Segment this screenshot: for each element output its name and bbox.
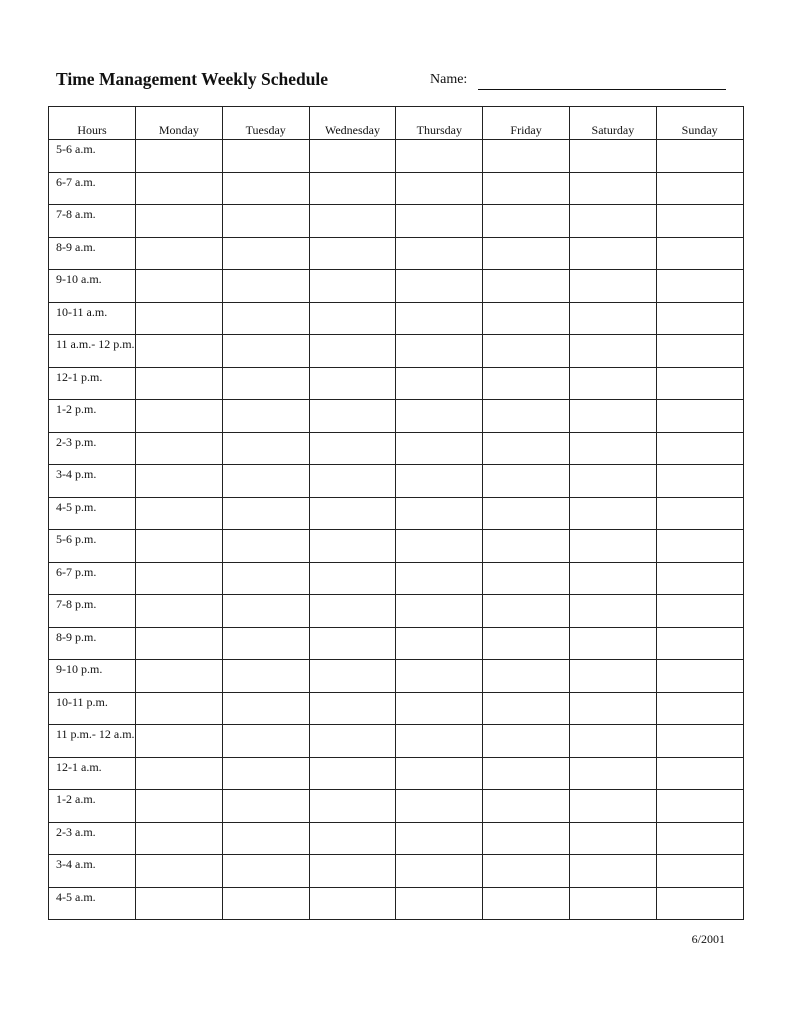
- schedule-cell-sunday[interactable]: [656, 367, 743, 400]
- schedule-cell-monday[interactable]: [136, 855, 223, 888]
- schedule-cell-saturday[interactable]: [569, 367, 656, 400]
- schedule-cell-sunday[interactable]: [656, 757, 743, 790]
- schedule-cell-friday[interactable]: [483, 335, 570, 368]
- schedule-cell-tuesday[interactable]: [222, 302, 309, 335]
- table-row: [49, 400, 744, 433]
- schedule-cell-thursday[interactable]: [396, 822, 483, 855]
- schedule-cell-sunday[interactable]: [656, 237, 743, 270]
- schedule-cell-wednesday[interactable]: [309, 302, 396, 335]
- hour-label: 8-9 p.m.: [49, 627, 136, 660]
- footer-date: 6/2001: [691, 932, 725, 946]
- schedule-cell-saturday[interactable]: [569, 692, 656, 725]
- schedule-cell-wednesday[interactable]: [309, 270, 396, 303]
- hour-label: 3-4 p.m.: [49, 465, 136, 498]
- schedule-cell-wednesday[interactable]: [309, 367, 396, 400]
- schedule-cell-thursday[interactable]: [396, 530, 483, 563]
- schedule-cell-friday[interactable]: [483, 205, 570, 238]
- schedule-cell-sunday[interactable]: [656, 855, 743, 888]
- table-row: [49, 660, 744, 693]
- schedule-cell-thursday[interactable]: [396, 367, 483, 400]
- hour-label: 6-7 p.m.: [49, 562, 136, 595]
- schedule-cell-saturday[interactable]: [569, 562, 656, 595]
- schedule-cell-friday[interactable]: [483, 270, 570, 303]
- table-row: [49, 432, 744, 465]
- hour-label: 11 a.m.- 12 p.m.: [49, 335, 136, 368]
- schedule-cell-saturday[interactable]: [569, 140, 656, 173]
- schedule-cell-wednesday[interactable]: [309, 855, 396, 888]
- schedule-cell-sunday[interactable]: [656, 270, 743, 303]
- schedule-cell-thursday[interactable]: [396, 627, 483, 660]
- schedule-cell-monday[interactable]: [136, 530, 223, 563]
- header-monday: Monday: [136, 107, 223, 140]
- hour-label: 6-7 a.m.: [49, 172, 136, 205]
- schedule-cell-friday[interactable]: [483, 595, 570, 628]
- table-row: [49, 367, 744, 400]
- schedule-cell-wednesday[interactable]: [309, 335, 396, 368]
- document-title: Time Management Weekly Schedule: [56, 69, 329, 89]
- schedule-cell-thursday[interactable]: [396, 270, 483, 303]
- schedule-cell-wednesday[interactable]: [309, 497, 396, 530]
- schedule-cell-sunday[interactable]: [656, 627, 743, 660]
- hour-label: 11 p.m.- 12 a.m.: [49, 725, 136, 758]
- schedule-cell-saturday[interactable]: [569, 530, 656, 563]
- schedule-cell-wednesday[interactable]: [309, 887, 396, 920]
- schedule-cell-thursday[interactable]: [396, 237, 483, 270]
- schedule-cell-wednesday[interactable]: [309, 432, 396, 465]
- table-row: [49, 887, 744, 920]
- schedule-cell-monday[interactable]: [136, 335, 223, 368]
- schedule-cell-thursday[interactable]: [396, 465, 483, 498]
- schedule-cell-tuesday[interactable]: [222, 562, 309, 595]
- table-row: [49, 627, 744, 660]
- schedule-cell-tuesday[interactable]: [222, 465, 309, 498]
- schedule-cell-saturday[interactable]: [569, 335, 656, 368]
- schedule-cell-tuesday[interactable]: [222, 887, 309, 920]
- schedule-cell-monday[interactable]: [136, 627, 223, 660]
- schedule-cell-friday[interactable]: [483, 140, 570, 173]
- table-row: [49, 172, 744, 205]
- hour-label: 5-6 p.m.: [49, 530, 136, 563]
- hour-label: 9-10 a.m.: [49, 270, 136, 303]
- schedule-cell-tuesday[interactable]: [222, 270, 309, 303]
- header-row: [49, 107, 744, 140]
- name-label: Name:: [430, 72, 468, 87]
- schedule-cell-sunday[interactable]: [656, 887, 743, 920]
- schedule-cell-sunday[interactable]: [656, 302, 743, 335]
- schedule-cell-wednesday[interactable]: [309, 205, 396, 238]
- schedule-cell-thursday[interactable]: [396, 725, 483, 758]
- schedule-cell-sunday[interactable]: [656, 595, 743, 628]
- schedule-cell-tuesday[interactable]: [222, 335, 309, 368]
- schedule-cell-sunday[interactable]: [656, 205, 743, 238]
- schedule-cell-thursday[interactable]: [396, 887, 483, 920]
- table-row: [49, 497, 744, 530]
- schedule-cell-thursday[interactable]: [396, 562, 483, 595]
- schedule-cell-wednesday[interactable]: [309, 562, 396, 595]
- hour-label: 10-11 a.m.: [49, 302, 136, 335]
- hour-label: 4-5 p.m.: [49, 497, 136, 530]
- schedule-cell-monday[interactable]: [136, 497, 223, 530]
- schedule-cell-wednesday[interactable]: [309, 725, 396, 758]
- schedule-cell-saturday[interactable]: [569, 465, 656, 498]
- table-row: [49, 140, 744, 173]
- schedule-cell-sunday[interactable]: [656, 822, 743, 855]
- schedule-cell-tuesday[interactable]: [222, 140, 309, 173]
- schedule-cell-tuesday[interactable]: [222, 725, 309, 758]
- schedule-cell-friday[interactable]: [483, 237, 570, 270]
- table-row: [49, 530, 744, 563]
- schedule-cell-monday[interactable]: [136, 822, 223, 855]
- schedule-cell-saturday[interactable]: [569, 790, 656, 823]
- schedule-cell-monday[interactable]: [136, 660, 223, 693]
- schedule-cell-saturday[interactable]: [569, 237, 656, 270]
- schedule-cell-monday[interactable]: [136, 172, 223, 205]
- hour-label: 9-10 p.m.: [49, 660, 136, 693]
- hour-label: 5-6 a.m.: [49, 140, 136, 173]
- table-row: [49, 302, 744, 335]
- schedule-cell-monday[interactable]: [136, 205, 223, 238]
- schedule-cell-thursday[interactable]: [396, 595, 483, 628]
- schedule-cell-tuesday[interactable]: [222, 367, 309, 400]
- hour-label: 3-4 a.m.: [49, 855, 136, 888]
- schedule-cell-monday[interactable]: [136, 790, 223, 823]
- schedule-cell-wednesday[interactable]: [309, 822, 396, 855]
- schedule-cell-wednesday[interactable]: [309, 172, 396, 205]
- schedule-cell-sunday[interactable]: [656, 140, 743, 173]
- schedule-cell-wednesday[interactable]: [309, 627, 396, 660]
- hour-label: 10-11 p.m.: [49, 692, 136, 725]
- hour-label: 7-8 a.m.: [49, 205, 136, 238]
- schedule-cell-saturday[interactable]: [569, 660, 656, 693]
- schedule-cell-sunday[interactable]: [656, 400, 743, 433]
- header-saturday: Saturday: [569, 107, 656, 140]
- weekly-schedule-table: [48, 106, 744, 920]
- schedule-cell-friday[interactable]: [483, 400, 570, 433]
- schedule-cell-tuesday[interactable]: [222, 627, 309, 660]
- table-row: [49, 855, 744, 888]
- schedule-cell-saturday[interactable]: [569, 887, 656, 920]
- schedule-cell-thursday[interactable]: [396, 140, 483, 173]
- schedule-cell-friday[interactable]: [483, 887, 570, 920]
- schedule-cell-monday[interactable]: [136, 725, 223, 758]
- table-row: [49, 465, 744, 498]
- schedule-cell-thursday[interactable]: [396, 172, 483, 205]
- schedule-cell-sunday[interactable]: [656, 465, 743, 498]
- schedule-cell-sunday[interactable]: [656, 530, 743, 563]
- table-row: [49, 725, 744, 758]
- schedule-cell-saturday[interactable]: [569, 595, 656, 628]
- schedule-cell-monday[interactable]: [136, 270, 223, 303]
- schedule-cell-wednesday[interactable]: [309, 530, 396, 563]
- schedule-cell-friday[interactable]: [483, 367, 570, 400]
- schedule-cell-tuesday[interactable]: [222, 237, 309, 270]
- schedule-cell-sunday[interactable]: [656, 432, 743, 465]
- schedule-cell-saturday[interactable]: [569, 725, 656, 758]
- schedule-cell-wednesday[interactable]: [309, 400, 396, 433]
- schedule-cell-sunday[interactable]: [656, 692, 743, 725]
- header-sunday: Sunday: [656, 107, 743, 140]
- header-hours: Hours: [49, 107, 136, 140]
- schedule-cell-friday[interactable]: [483, 465, 570, 498]
- schedule-cell-wednesday[interactable]: [309, 140, 396, 173]
- table-row: [49, 790, 744, 823]
- schedule-cell-monday[interactable]: [136, 692, 223, 725]
- schedule-cell-tuesday[interactable]: [222, 400, 309, 433]
- schedule-cell-friday[interactable]: [483, 692, 570, 725]
- schedule-cell-thursday[interactable]: [396, 855, 483, 888]
- schedule-cell-sunday[interactable]: [656, 790, 743, 823]
- schedule-cell-thursday[interactable]: [396, 757, 483, 790]
- hour-label: 2-3 p.m.: [49, 432, 136, 465]
- table-row: [49, 822, 744, 855]
- schedule-cell-wednesday[interactable]: [309, 790, 396, 823]
- header-wednesday: Wednesday: [309, 107, 396, 140]
- table-row: [49, 757, 744, 790]
- schedule-cell-friday[interactable]: [483, 497, 570, 530]
- schedule-cell-monday[interactable]: [136, 595, 223, 628]
- schedule-cell-tuesday[interactable]: [222, 530, 309, 563]
- schedule-cell-sunday[interactable]: [656, 172, 743, 205]
- hour-label: 7-8 p.m.: [49, 595, 136, 628]
- name-field-line[interactable]: [478, 89, 726, 90]
- schedule-cell-tuesday[interactable]: [222, 822, 309, 855]
- schedule-cell-friday[interactable]: [483, 432, 570, 465]
- schedule-cell-thursday[interactable]: [396, 692, 483, 725]
- schedule-cell-tuesday[interactable]: [222, 757, 309, 790]
- table-row: [49, 335, 744, 368]
- hour-label: 8-9 a.m.: [49, 237, 136, 270]
- schedule-cell-tuesday[interactable]: [222, 432, 309, 465]
- table-row: [49, 237, 744, 270]
- table-row: [49, 270, 744, 303]
- schedule-cell-thursday[interactable]: [396, 660, 483, 693]
- table-row: [49, 692, 744, 725]
- hour-label: 1-2 p.m.: [49, 400, 136, 433]
- schedule-cell-wednesday[interactable]: [309, 465, 396, 498]
- schedule-cell-tuesday[interactable]: [222, 172, 309, 205]
- hour-label: 12-1 p.m.: [49, 367, 136, 400]
- schedule-cell-saturday[interactable]: [569, 400, 656, 433]
- schedule-cell-monday[interactable]: [136, 400, 223, 433]
- schedule-cell-friday[interactable]: [483, 172, 570, 205]
- schedule-cell-sunday[interactable]: [656, 725, 743, 758]
- schedule-cell-thursday[interactable]: [396, 790, 483, 823]
- hour-label: 1-2 a.m.: [49, 790, 136, 823]
- schedule-cell-friday[interactable]: [483, 627, 570, 660]
- table-row: [49, 205, 744, 238]
- schedule-cell-thursday[interactable]: [396, 432, 483, 465]
- table-row: [49, 595, 744, 628]
- schedule-cell-saturday[interactable]: [569, 432, 656, 465]
- schedule-cell-sunday[interactable]: [656, 497, 743, 530]
- schedule-cell-friday[interactable]: [483, 562, 570, 595]
- schedule-cell-saturday[interactable]: [569, 302, 656, 335]
- hour-label: 12-1 a.m.: [49, 757, 136, 790]
- schedule-cell-tuesday[interactable]: [222, 790, 309, 823]
- schedule-cell-thursday[interactable]: [396, 497, 483, 530]
- schedule-cell-wednesday[interactable]: [309, 237, 396, 270]
- schedule-cell-saturday[interactable]: [569, 172, 656, 205]
- schedule-cell-monday[interactable]: [136, 302, 223, 335]
- schedule-cell-friday[interactable]: [483, 855, 570, 888]
- schedule-cell-thursday[interactable]: [396, 205, 483, 238]
- schedule-cell-monday[interactable]: [136, 237, 223, 270]
- schedule-cell-friday[interactable]: [483, 757, 570, 790]
- schedule-cell-monday[interactable]: [136, 140, 223, 173]
- schedule-cell-saturday[interactable]: [569, 497, 656, 530]
- schedule-cell-sunday[interactable]: [656, 660, 743, 693]
- schedule-cell-wednesday[interactable]: [309, 595, 396, 628]
- schedule-cell-tuesday[interactable]: [222, 205, 309, 238]
- table-row: [49, 562, 744, 595]
- schedule-cell-wednesday[interactable]: [309, 757, 396, 790]
- schedule-cell-monday[interactable]: [136, 757, 223, 790]
- header-friday: Friday: [483, 107, 570, 140]
- schedule-cell-wednesday[interactable]: [309, 660, 396, 693]
- schedule-cell-sunday[interactable]: [656, 562, 743, 595]
- header-tuesday: Tuesday: [222, 107, 309, 140]
- schedule-cell-tuesday[interactable]: [222, 692, 309, 725]
- schedule-cell-wednesday[interactable]: [309, 692, 396, 725]
- schedule-cell-saturday[interactable]: [569, 205, 656, 238]
- schedule-cell-friday[interactable]: [483, 302, 570, 335]
- schedule-cell-monday[interactable]: [136, 887, 223, 920]
- hour-label: 4-5 a.m.: [49, 887, 136, 920]
- schedule-cell-thursday[interactable]: [396, 302, 483, 335]
- schedule-cell-friday[interactable]: [483, 660, 570, 693]
- schedule-cell-thursday[interactable]: [396, 335, 483, 368]
- schedule-cell-saturday[interactable]: [569, 855, 656, 888]
- schedule-cell-tuesday[interactable]: [222, 497, 309, 530]
- schedule-cell-thursday[interactable]: [396, 400, 483, 433]
- schedule-cell-monday[interactable]: [136, 562, 223, 595]
- schedule-cell-monday[interactable]: [136, 465, 223, 498]
- schedule-cell-tuesday[interactable]: [222, 595, 309, 628]
- schedule-cell-monday[interactable]: [136, 367, 223, 400]
- schedule-body: [49, 140, 744, 920]
- header-thursday: Thursday: [396, 107, 483, 140]
- schedule-cell-sunday[interactable]: [656, 335, 743, 368]
- schedule-cell-friday[interactable]: [483, 822, 570, 855]
- schedule-cell-saturday[interactable]: [569, 627, 656, 660]
- schedule-cell-friday[interactable]: [483, 725, 570, 758]
- schedule-cell-tuesday[interactable]: [222, 660, 309, 693]
- schedule-cell-monday[interactable]: [136, 432, 223, 465]
- schedule-cell-friday[interactable]: [483, 530, 570, 563]
- schedule-cell-friday[interactable]: [483, 790, 570, 823]
- hour-label: 2-3 a.m.: [49, 822, 136, 855]
- schedule-cell-saturday[interactable]: [569, 822, 656, 855]
- schedule-cell-saturday[interactable]: [569, 757, 656, 790]
- schedule-cell-tuesday[interactable]: [222, 855, 309, 888]
- schedule-cell-saturday[interactable]: [569, 270, 656, 303]
